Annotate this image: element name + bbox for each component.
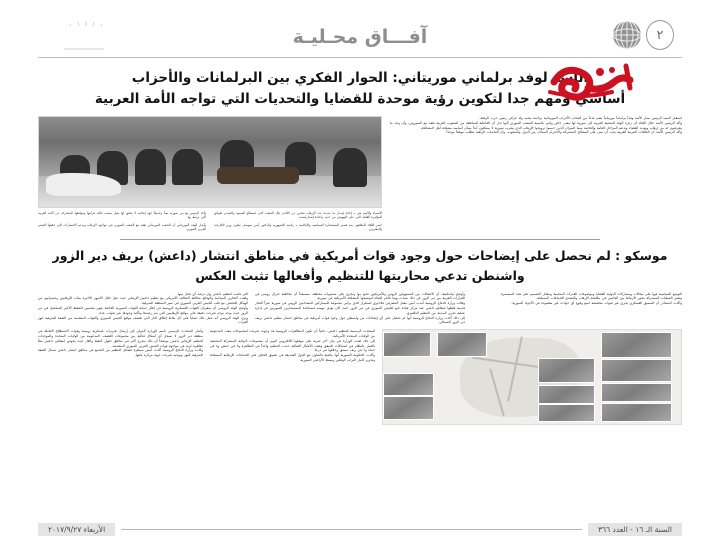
article2-column-1 xyxy=(38,292,248,326)
article1-photo xyxy=(38,116,382,208)
article2-col1-p1: التي قامت لتنظيم داعش وإن ترصد أي قتال بينها. xyxy=(176,291,248,296)
article2-lower-right-p2: وكانت وزارة الدفاع الروسية أكدت أمس سيطرة فصائل التنظيم من التجمع في مناطق انتشار داعش شمال الضفة الشرقية للنهر وتوجيه ضربات جوية مركزة عليها. xyxy=(38,348,203,358)
article2-headline-line2: واشنطن تدعي محاربتها للتنظيم وأفعالها تثبت العكس xyxy=(195,267,525,283)
article2 xyxy=(38,292,682,426)
article1-caption-2: وأكد الرئيس مع من سورية نصاً وجميعاً جهة إيجابية لا يحقق لها مثيل بسبب حالية قرابتها ومواقفها المشتركة عن الأمة العربية التي ترتبط بها. xyxy=(38,211,206,220)
article2-col2-p1: وأوضح بيانـتكييف أن الاتصالات بين المسؤولين الروس والأمريكيين تتابع بـها وتجري على مستويات مختلفة، مستبعداً أن مخاطبة جنرال روسي في القرارات القريبة من دير الزور عن ذلك نشدت يهنيا بالتام للنجاة لتوضيحها المصلحة الأمريكية في سورية. xyxy=(255,291,465,301)
article1-body-p3: وأكد الرئيس الأسد أن العلاقات العربية العربية يجب أن تبنى على المصالح المشتركة والاحترام المتبادل بين الدول والشعوب، وأن التحديات الراهنة تتطلب موقفاً موحداً. xyxy=(445,130,682,135)
page-title xyxy=(38,26,682,48)
article1-caption-4: وأشار الوفد الموريتاني أن الشعب الموريتاني يقف مع الشعب السوري في مواجهة الإرهاب ويدعم الانتصارات التي حققها الجيش العربي السوري. xyxy=(38,222,206,232)
section-title-text: آفـــاق محـليـة xyxy=(277,26,444,48)
deir-ezzor-map-graphic xyxy=(382,329,682,425)
article1 xyxy=(38,116,682,232)
article2-col2-p3: إلى ذلك أكدت وزارة الدفاع الروسية أنها لم تحصل على أي إيضاحات من واشنطن حول وجود قوات أمريكية في مناطق انتشار تنظيم داعش بريف دير الزور الشمالي. xyxy=(255,315,465,325)
article2-lower-right-p1: وأشار المتحدث الرسمي باسم الوزارة الدولي إلى إرسال تعزيزات عسكرية روسية وقوات الاستطلاع العاملة في منطقة دير الزور لا تسجل أي أشكال قتالية بين مجموعات القصف، المدعومة من الولايات المتحدة والموحدات التنظيم الإرهابي داعش موضحاً أن ذلك يتجرح أكثر في مناطق حقول النفط والغاز حيث يخوض لمقاتلي داعش مثلاً تظاهرة لربة في مواجهة قوات الجيش العربي السوري المتقدمة. xyxy=(38,329,203,348)
article2-col3-p3: وأكدت المصادر أن التنسيق العسكري يجري عبر قنوات مخصصة لمنع وقوع أي حوادث غير مقصودة في الأجواء السورية. xyxy=(511,301,682,306)
article1-caption-1: الأسماء والأسم هي بـ إعادة إصدار ما عديدة عدد الإرهاب محبين عن اللاجئ بكل الشعب الذي استطاع الصمود والتصدي لعوائق المؤامرة القليلة التي على التهويش من جديد واعادة إصدارايضت. xyxy=(214,211,382,220)
globe-icon xyxy=(610,18,644,52)
article1-lead-p2: وأكد الرئيس الأسد خلال اللقاء أن زيارة الوفد الشعبية العربية إلى سورية لها معنى خاص وكبير بالنسبة للشعب السوري لأنها تدل أن الفاعلية الساطعة من الشعوب العربية تقف مع السوريين، وأن وجه ما يتعرضون له من إرهاب وتهديد للقضاء وتدعم المراحل العامة والخاصة بينما الميزان الذين حمموا ترويجوا الإرهاب الذي يضرب سورية لا يشكلون أبداً بشأن أساسه مصلحة أهل المصالحة. xyxy=(390,120,682,130)
article1-photo-column xyxy=(38,116,382,232)
article2-lower-column-left xyxy=(210,329,375,425)
footer-rule xyxy=(121,529,582,530)
article1-lead-p1: استقبل السيد الرئيس بشار الأسد وفداً برلمانياً موريتانياً يضم عدداً من أصحاب الأحزاب الموريتانية برئاسة محمد ولد غزالي رئيس حزب الرفعة. xyxy=(479,116,682,120)
article1-caption-row xyxy=(38,211,382,220)
article2-headline xyxy=(40,246,680,286)
article2-col3-p1: التوسع السياسية فيها على مجالات ومشاركات الدولية القضايا وموضوعات القدرات المتنامية ومقابل التصميم على هذه المستمرة. xyxy=(500,291,682,296)
article1-headline xyxy=(40,68,680,110)
article1-caption-3: حضر اللقاء المكلفون بنية قصير المستشارة السياسية والإعلامية بـ رئاسة الجمهورية والدكتور أيمن سوسان معاون وزير الخارجية والمغتربين. xyxy=(214,222,382,232)
article2-column-2 xyxy=(255,292,465,326)
article1-caption-row2 xyxy=(38,223,382,232)
article2-col1-p4: ويرى الوفد الروسي أنه عمل ذلك عملياً على كل نقاط إطلاق النار التي تقصف مواقع الجيش السوري والقوات المتقدمة من الضفة الشرقية لنهر الفرات. xyxy=(38,315,248,325)
article2-col1-p3: وأوضح الوفد الروسي أن سفيران القوات العسكرية الروسية في إطار حماية القوات السورية الخاصة يقوم بتحسين الضغط الأخير المتحصل في دير الزور حيث يوجد توجه ضربات دقيقة على مواقع الإرهابيين التي يتم رصدها وتأكيد وجودها عبر قنوات عدة. xyxy=(38,306,248,315)
newspaper-page xyxy=(0,18,720,558)
article2-col2-p2: وقالت وزارة الدفاع الروسية أمدت أمين مقتل المصرفي فلاحيري استقرار الدي يرأس مجموعة للمشاركين المصاحبين الروس في سورية عبراً الغدار قديمة قلطها لمقاتلو داعش عند مركز قيادة تابع للجيش السوري في دير الزور حيث كان يؤدي مهمته لمساعدة المستشارين السوريين في إدارة عملية تحرير المدينة من التنظيم التكفيري. xyxy=(255,301,465,315)
masthead-rule xyxy=(38,57,682,58)
article2-col1-p2: ولفتت التقارير الميدانية والوقائع مخالفة التحالف الأمريكي مع تنظيم داعش الإرهابي حيث نقل خلال الأشهر الأخيرة مئات الإرهابيين وعشراتهم من الهياكل للتحصن مع قلب الجيش العربي السوري في سير المنطقة الشرقية. xyxy=(38,296,248,306)
article2-headline-line1: موسكو : لم نحصل على إيضاحات حول وجود قوات أمريكية في مناطق انتشار (داعش) بريف دير الزور xyxy=(52,247,668,263)
page-number-text: ٢ xyxy=(656,27,664,43)
masthead xyxy=(38,18,682,64)
issue-chip: السنة الـ ١٦ - العدد ٣٦٦ xyxy=(588,523,682,536)
article2-lower-row xyxy=(38,329,682,425)
article2-map-column xyxy=(382,329,682,425)
article1-headline-line1: الأسد لوفد برلماني موريتاني: الحوار الفكري بين البرلمانات والأحزاب xyxy=(131,70,589,86)
article-divider xyxy=(120,239,600,240)
article2-column-3 xyxy=(472,292,682,326)
page-footer xyxy=(38,523,682,536)
article2-lower-left-p2: إلى ذلك لفتت الوزارة في بيان أخر ضربة على موقفها الالكتروني اليوم أن مجموعات الرقابة المشتركة المختصة بالعمل بالنظام في اشتباكات الشقق وقعت الأعمال القتالية حددت التنظيم واحداً في التظاهرة و٣ في حمص و٤ في حماة و٦ في ريف دمشق وخلافها في درعا. xyxy=(210,338,375,353)
article2-lower-left-p3: وأكدت الحكومة السورية أنها ماضية بالتعاون مع الدول الصديقة في تضييق الخناق على الجماعات الإرهابية المسلحة وتحرير كامل التراب الوطني وبسط الأراضي السورية. xyxy=(210,353,375,362)
date-chip: الأربعاء ٢٠١٧/٩/٢٧ xyxy=(38,523,115,536)
article2-col3-p2: وتعتبر العمليات المشتركة محور الارتباط بين الجانبين في مكافحة الإرهاب والتصدي للجماعات المسلحة. xyxy=(536,296,682,301)
article1-headline-line2: أساسي ومهم جدا لتكوين رؤية موحدة للقضايا والتحديات التي تواجه الأمة العربية xyxy=(94,91,626,107)
article2-lower-column-right xyxy=(38,329,203,425)
page-number-badge xyxy=(646,20,674,50)
masthead-right-group xyxy=(610,18,674,52)
article2-lower-left-p1: المتحدث الرسمية للتنظيم داعش، داعياً أن تكون المظاهرات الروسية قد وجهت ضربات لمجموعات مقت المدعومة من الولايات المتحدة الأمريكية. xyxy=(210,329,375,338)
article1-lead-column xyxy=(390,116,682,232)
article2-top-columns xyxy=(38,292,682,326)
